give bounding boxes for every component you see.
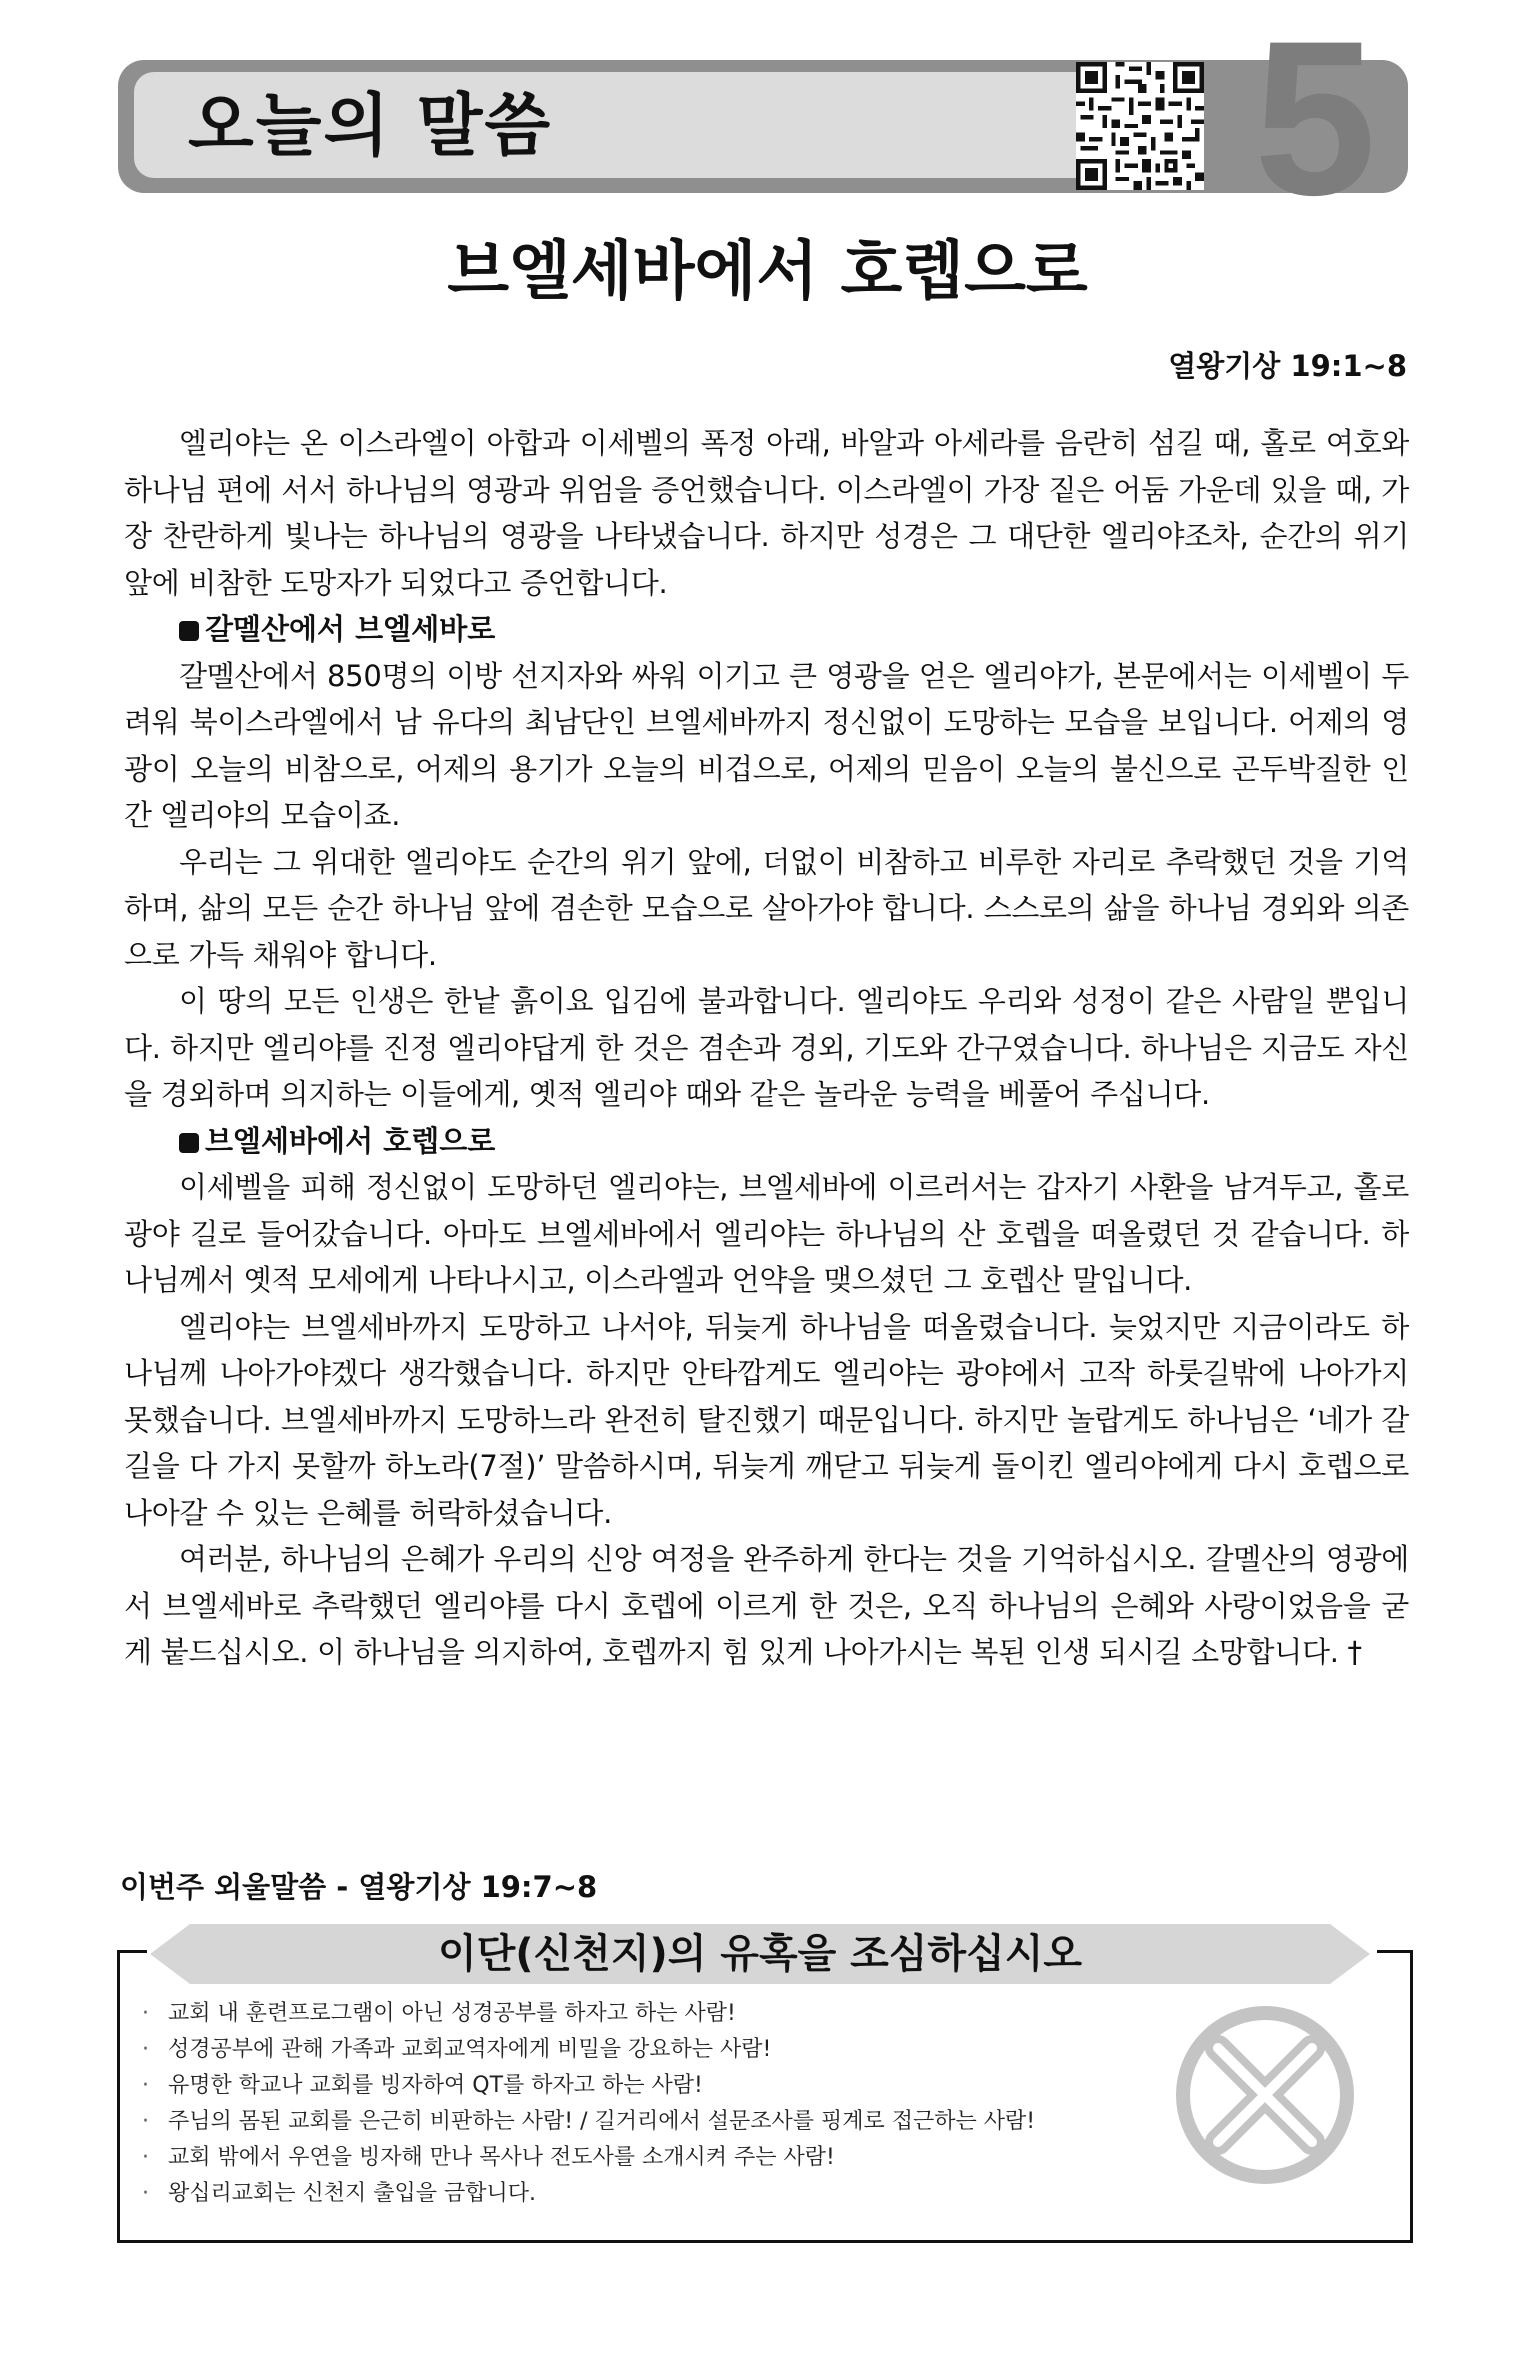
section-title: 오늘의 말씀	[188, 87, 553, 166]
prohibition-x-icon	[1170, 2000, 1360, 2190]
qr-code-icon[interactable]	[1076, 62, 1204, 190]
paragraph: 엘리야는 브엘세바까지 도망하고 나서야, 뒤늦게 하나님을 떠올렸습니다. 늦었지만 지금이라도 하나님께 나아가야겠다 생각했습니다. 하지만 안타깝게도 엘리야는 광야에서 고작 하룻길밖에 나아가지 못했습니다. 브엘세바까지 도망하느라 완전히 탈진했기 때문입니다. 하지만 놀랍게도 하나님은 ‘네가 갈 길을 다 가지 못할까 하노라(7절)’ 말씀하시며, 뒤늦게 깨닫고 뒤늦게 돌이킨 엘리야에게 다시 호렙으로 나아갈 수 있는 은혜를 허락하셨습니다.	[124, 1309, 1409, 1530]
paragraph: 우리는 그 위대한 엘리야도 순간의 위기 앞에, 더없이 비참하고 비루한 자리로 추락했던 것을 기억하며, 삶의 모든 순간 하나님 앞에 겸손한 모습으로 살아가야 합니다. 스스로의 삶을 하나님 경외와 의존으로 가득 채워야 합니다.	[124, 844, 1409, 972]
list-item: · 성경공부에 관해 가족과 교회교역자에게 비밀을 강요하는 사람!	[138, 2032, 1138, 2068]
sermon-title: 브엘세바에서 호렙으로	[447, 235, 1088, 309]
sermon-body	[124, 420, 1409, 1676]
subheading-text: 브엘세바에서 호렙으로	[205, 1123, 496, 1158]
warning-box-corner	[1377, 1950, 1410, 1953]
square-bullet-icon	[179, 621, 199, 641]
paragraph: 여러분, 하나님의 은혜가 우리의 신앙 여정을 완주하게 한다는 것을 기억하십시오. 갈멜산의 영광에서 브엘세바로 추락했던 엘리야를 다시 호렙에 이르게 한 것은, 오직 하나님의 은혜와 사랑이었음을 굳게 붙드십시오. 이 하나님을 의지하여, 호렙까지 힘 있게 나아가시는 복된 인생 되시길 소망합니다. †	[124, 1542, 1409, 1669]
page-number: 5	[1253, 0, 1377, 241]
list-item: · 유명한 학교나 교회를 빙자하여 QT를 하자고 하는 사람!	[138, 2068, 1138, 2104]
subheading	[124, 606, 1409, 653]
list-item: · 교회 내 훈련프로그램이 아닌 성경공부를 하자고 하는 사람!	[138, 1996, 1138, 2032]
scripture-reference: 열왕기상 19:1~8	[1168, 349, 1407, 383]
subheading-text: 갈멜산에서 브엘세바로	[205, 612, 496, 646]
paragraph: 갈멜산에서 850명의 이방 선지자와 싸워 이기고 큰 영광을 얻은 엘리야가, 본문에서는 이세벨이 두려워 북이스라엘에서 남 유다의 최남단인 브엘세바까지 정신없이 도망하는 모습을 보입니다. 어제의 영광이 오늘의 비참으로, 어제의 용기가 오늘의 비겁으로, 어제의 믿음이 오늘의 불신으로 곤두박질한 인간 엘리야의 모습이죠.	[124, 658, 1409, 832]
list-item: · 주님의 몸된 교회를 은근히 비판하는 사람! / 길거리에서 설문조사를 핑계로 접근하는 사람!	[138, 2104, 1138, 2140]
warning-box-corner	[117, 1950, 147, 1953]
warning-title: 이단(신천지)의 유혹을 조심하십시오	[437, 1931, 1082, 1977]
square-bullet-icon	[179, 1133, 199, 1153]
memory-verse: 이번주 외울말씀 - 열왕기상 19:7~8	[120, 1870, 598, 1904]
list-item: · 교회 밖에서 우연을 빙자해 만나 목사나 전도사를 소개시켜 주는 사람!	[138, 2140, 1138, 2176]
paragraph: 이 땅의 모든 인생은 한낱 흙이요 입김에 불과합니다. 엘리야도 우리와 성정이 같은 사람일 뿐입니다. 하지만 엘리야를 진정 엘리야답게 한 것은 겸손과 경외, 기도와 간구였습니다. 하나님은 지금도 자신을 경외하며 의지하는 이들에게, 옛적 엘리야 때와 같은 놀라운 능력을 베풀어 주십니다.	[124, 984, 1409, 1111]
paragraph: 엘리야는 온 이스라엘이 아합과 이세벨의 폭정 아래, 바알과 아세라를 음란히 섬길 때, 홀로 여호와 하나님 편에 서서 하나님의 영광과 위엄을 증언했습니다. 이스라엘이 가장 짙은 어둠 가운데 있을 때, 가장 찬란하게 빛나는 하나님의 영광을 나타냈습니다. 하지만 성경은 그 대단한 엘리야조차, 순간의 위기 앞에 비참한 도망자가 되었다고 증언합니다.	[124, 426, 1409, 600]
subheading	[124, 1118, 1409, 1165]
paragraph: 이세벨을 피해 정신없이 도망하던 엘리야는, 브엘세바에 이르러서는 갑자기 사환을 남겨두고, 홀로 광야 길로 들어갔습니다. 아마도 브엘세바에서 엘리야는 하나님의 산 호렙을 떠올렸던 것 같습니다. 하나님께서 옛적 모세에게 나타나시고, 이스라엘과 언약을 맺으셨던 그 호렙산 말입니다.	[124, 1170, 1409, 1297]
list-item: · 왕십리교회는 신천지 출입을 금합니다.	[138, 2176, 1138, 2212]
warning-list	[138, 1996, 1138, 2212]
